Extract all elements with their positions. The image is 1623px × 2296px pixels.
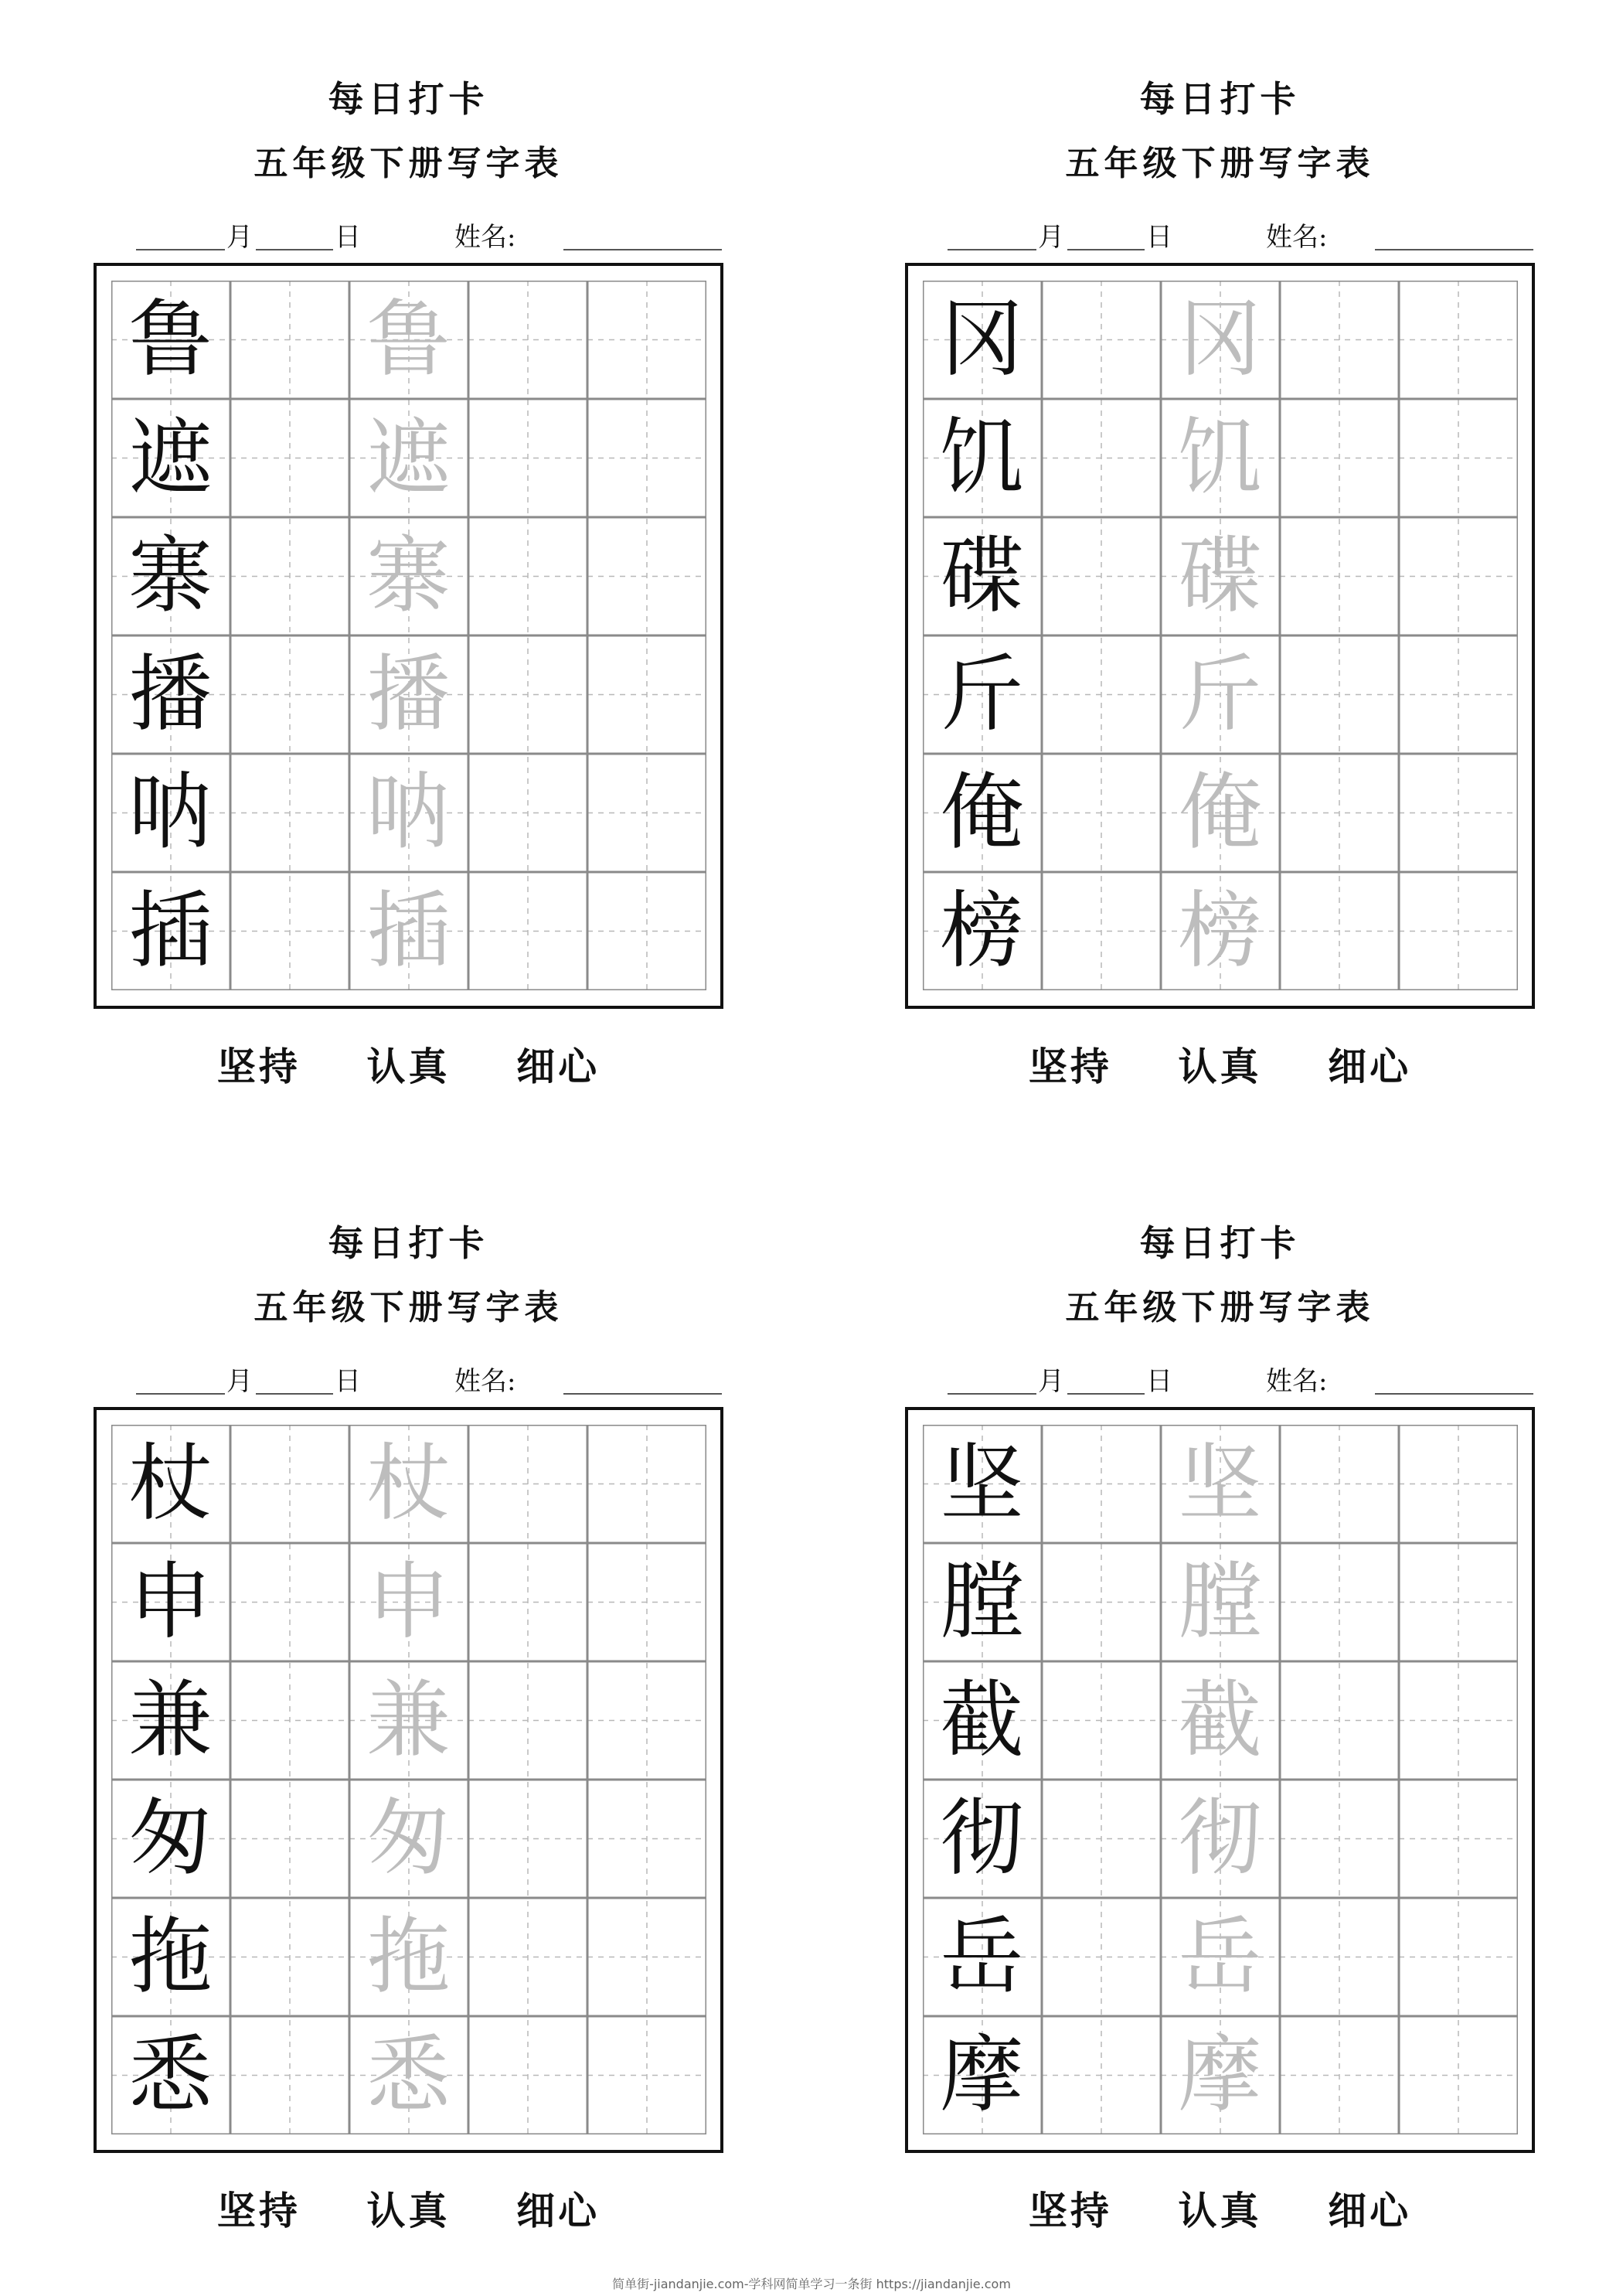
sheet-title: 每日打卡: [328, 1222, 489, 1264]
practice-sheet: [905, 0, 1535, 1089]
trace-character[interactable]: 遮: [366, 409, 451, 506]
motto: 坚持 认真 细心: [1028, 1044, 1412, 1089]
name-label: 姓名:: [454, 1366, 516, 1397]
sheet-title: 每日打卡: [328, 78, 489, 120]
model-character: 申: [128, 1553, 213, 1650]
trace-character[interactable]: 寨: [366, 527, 451, 625]
writing-grid-frame: [905, 263, 1535, 1009]
model-character: 拖: [128, 1908, 213, 2005]
name-blank[interactable]: [563, 1393, 722, 1395]
day-label: 日: [335, 1366, 361, 1397]
trace-character[interactable]: 鲁: [366, 291, 451, 388]
practice-sheet: [94, 1144, 723, 2233]
model-character: 兼: [128, 1671, 213, 1769]
writing-grid: [923, 281, 1518, 990]
writing-grid: [923, 1425, 1518, 2134]
model-character: 播: [128, 646, 213, 743]
trace-character[interactable]: 呐: [366, 764, 451, 861]
trace-character[interactable]: 截: [1178, 1671, 1262, 1769]
day-blank[interactable]: [256, 1393, 333, 1395]
sheet-title: 每日打卡: [1139, 78, 1301, 120]
writing-grid-frame: [905, 1407, 1535, 2153]
trace-character[interactable]: 申: [366, 1553, 451, 1650]
name-blank[interactable]: [563, 249, 722, 250]
model-character: 鲁: [128, 291, 213, 388]
name-label: 姓名:: [454, 222, 516, 253]
model-character: 坚: [940, 1435, 1024, 1532]
sheet-title: 每日打卡: [1139, 1222, 1301, 1264]
model-character: 截: [940, 1671, 1024, 1769]
motto: 坚持 认真 细心: [216, 1044, 601, 1089]
practice-sheet: [905, 1144, 1535, 2233]
name-blank[interactable]: [1375, 1393, 1533, 1395]
date-name-row: [94, 220, 723, 254]
writing-grid: [111, 1425, 706, 2134]
model-character: 彻: [940, 1790, 1024, 1887]
day-label: 日: [335, 222, 361, 253]
trace-character[interactable]: 饥: [1178, 409, 1262, 506]
model-character: 斤: [940, 646, 1024, 743]
day-label: 日: [1146, 1366, 1172, 1397]
trace-character[interactable]: 榜: [1178, 882, 1262, 979]
date-name-row: [905, 220, 1535, 254]
trace-character[interactable]: 碟: [1178, 527, 1262, 625]
day-blank[interactable]: [1067, 1393, 1145, 1395]
trace-character[interactable]: 坚: [1178, 1435, 1262, 1532]
month-label: 月: [226, 1366, 253, 1397]
day-blank[interactable]: [256, 249, 333, 250]
writing-grid: [111, 281, 706, 990]
model-character: 遮: [128, 409, 213, 506]
motto: 坚持 认真 细心: [216, 2188, 601, 2233]
model-character: 悉: [128, 2026, 213, 2124]
sheet-subtitle: 五年级下册写字表: [1065, 1288, 1375, 1327]
name-label: 姓名:: [1266, 222, 1328, 253]
trace-character[interactable]: 彻: [1178, 1790, 1262, 1887]
model-character: 寨: [128, 527, 213, 625]
month-blank[interactable]: [948, 249, 1036, 250]
trace-character[interactable]: 插: [366, 882, 451, 979]
trace-character[interactable]: 斤: [1178, 646, 1262, 743]
month-blank[interactable]: [136, 249, 225, 250]
practice-sheet: [94, 0, 723, 1089]
model-character: 俺: [940, 764, 1024, 861]
trace-character[interactable]: 播: [366, 646, 451, 743]
writing-grid-frame: [94, 263, 723, 1009]
sheet-subtitle: 五年级下册写字表: [253, 1288, 563, 1327]
trace-character[interactable]: 兼: [366, 1671, 451, 1769]
day-blank[interactable]: [1067, 249, 1145, 250]
trace-character[interactable]: 膛: [1178, 1553, 1262, 1650]
month-label: 月: [226, 222, 253, 253]
date-name-row: [94, 1364, 723, 1398]
trace-character[interactable]: 杖: [366, 1435, 451, 1532]
sheet-subtitle: 五年级下册写字表: [1065, 144, 1375, 183]
model-character: 摩: [940, 2026, 1024, 2124]
model-character: 岳: [940, 1908, 1024, 2005]
model-character: 杖: [128, 1435, 213, 1532]
model-character: 匆: [128, 1790, 213, 1887]
model-character: 冈: [940, 291, 1024, 388]
model-character: 饥: [940, 409, 1024, 506]
trace-character[interactable]: 俺: [1178, 764, 1262, 861]
model-character: 榜: [940, 882, 1024, 979]
writing-grid-frame: [94, 1407, 723, 2153]
model-character: 呐: [128, 764, 213, 861]
month-blank[interactable]: [948, 1393, 1036, 1395]
footer-watermark: 简单街-jiandanjie.com-学科网简单学习一条街 https://jiandanjie.com: [612, 2277, 1011, 2291]
trace-character[interactable]: 拖: [366, 1908, 451, 2005]
month-label: 月: [1038, 1366, 1064, 1397]
month-label: 月: [1038, 222, 1064, 253]
name-blank[interactable]: [1375, 249, 1533, 250]
trace-character[interactable]: 悉: [366, 2026, 451, 2124]
trace-character[interactable]: 岳: [1178, 1908, 1262, 2005]
date-name-row: [905, 1364, 1535, 1398]
day-label: 日: [1146, 222, 1172, 253]
model-character: 碟: [940, 527, 1024, 625]
model-character: 膛: [940, 1553, 1024, 1650]
month-blank[interactable]: [136, 1393, 225, 1395]
name-label: 姓名:: [1266, 1366, 1328, 1397]
trace-character[interactable]: 摩: [1178, 2026, 1262, 2124]
trace-character[interactable]: 匆: [366, 1790, 451, 1887]
model-character: 插: [128, 882, 213, 979]
trace-character[interactable]: 冈: [1178, 291, 1262, 388]
sheet-subtitle: 五年级下册写字表: [253, 144, 563, 183]
motto: 坚持 认真 细心: [1028, 2188, 1412, 2233]
